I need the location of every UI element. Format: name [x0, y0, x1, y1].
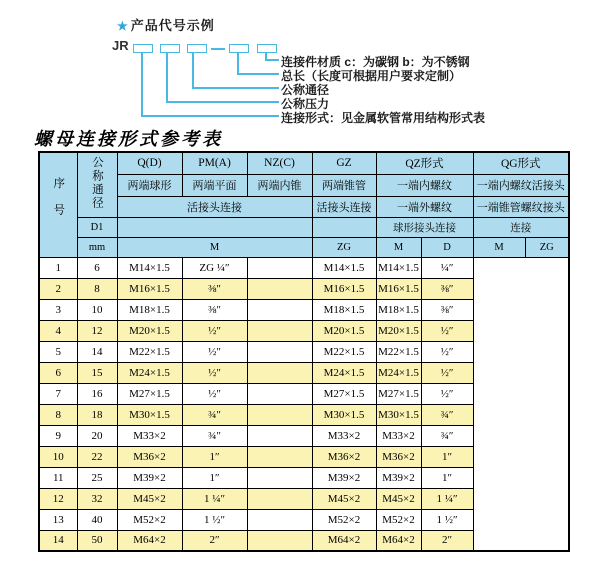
code-box-3 — [187, 44, 207, 53]
cell-qg-m: M33×2 — [376, 425, 421, 446]
cell-qz-m — [247, 404, 312, 425]
cell-gz-zg: ⅜″ — [182, 278, 247, 299]
label-nominal-press: 公称压力 — [281, 97, 330, 111]
cell-dn: 6 — [77, 257, 117, 278]
cell-gz-zg: ⅜″ — [182, 299, 247, 320]
nut-connection-table — [38, 151, 570, 552]
cell-no: 2 — [39, 278, 77, 299]
cell-m: M20×1.5 — [117, 320, 182, 341]
cell-no: 14 — [39, 530, 77, 551]
cell-qz-d: M64×2 — [312, 530, 376, 551]
connector-line — [237, 73, 279, 75]
cell-qz-d: M45×2 — [312, 488, 376, 509]
cell-qz-d: M16×1.5 — [312, 278, 376, 299]
cell-qz-m — [247, 383, 312, 404]
cell-qg-zg: 1″ — [421, 446, 473, 467]
header-qg-zg: ZG — [525, 237, 569, 257]
label-material: 连接件材质 c：为碳钢 b：为不锈钢 — [281, 55, 470, 69]
cell-no: 11 — [39, 467, 77, 488]
cell-qz-m — [247, 341, 312, 362]
cell-gz-zg: ZG ¼″ — [182, 257, 247, 278]
connector-line — [166, 101, 279, 103]
cell-qz-d: M20×1.5 — [312, 320, 376, 341]
cell-m: M24×1.5 — [117, 362, 182, 383]
cell-qz-m — [247, 509, 312, 530]
cell-gz-zg: 1 ½″ — [182, 509, 247, 530]
table-row — [39, 362, 569, 383]
cell-qg-zg: ¼″ — [421, 257, 473, 278]
cell-qg-m: M45×2 — [376, 488, 421, 509]
label-connect-form: 连接形式：见金属软管常用结构形式表 — [281, 111, 486, 125]
header-union-joint: 活接头连接 — [117, 196, 312, 217]
product-code-diagram — [0, 0, 600, 125]
header-qz-form: QZ形式 — [376, 152, 473, 174]
cell-no: 7 — [39, 383, 77, 404]
cell-qg-zg: 1″ — [421, 467, 473, 488]
code-box-2 — [160, 44, 180, 53]
cell-m: M52×2 — [117, 509, 182, 530]
header-seq: 序号 — [39, 152, 77, 257]
table-row — [39, 530, 569, 551]
header-gz-code: GZ — [312, 152, 376, 174]
connector-line — [192, 87, 279, 89]
header-empty-gz — [312, 217, 376, 237]
cell-qz-m — [247, 257, 312, 278]
connector-line — [237, 53, 239, 74]
cell-qz-m — [247, 488, 312, 509]
cell-m: M33×2 — [117, 425, 182, 446]
cell-no: 1 — [39, 257, 77, 278]
cell-dn: 18 — [77, 404, 117, 425]
cell-qz-m — [247, 425, 312, 446]
header-pm-desc: 两端平面 — [182, 174, 247, 196]
cell-qg-zg: ¾″ — [421, 425, 473, 446]
cell-dn: 8 — [77, 278, 117, 299]
header-qg-desc1: 一端内螺纹活接头 — [473, 174, 569, 196]
header-qg-form: QG形式 — [473, 152, 569, 174]
cell-no: 10 — [39, 446, 77, 467]
table-row — [39, 320, 569, 341]
cell-m: M22×1.5 — [117, 341, 182, 362]
header-m-span: M — [117, 237, 312, 257]
cell-m: M14×1.5 — [117, 257, 182, 278]
table-row — [39, 509, 569, 530]
cell-no: 4 — [39, 320, 77, 341]
cell-qz-d: M22×1.5 — [312, 341, 376, 362]
label-nominal-dia: 公称通径 — [281, 83, 330, 97]
table-row — [39, 467, 569, 488]
cell-qg-m: M18×1.5 — [376, 299, 421, 320]
connector-line — [166, 53, 168, 102]
header-nz-code: NZ(C) — [247, 152, 312, 174]
header-q-code: Q(D) — [117, 152, 182, 174]
header-qz-desc1: 一端内螺纹 — [376, 174, 473, 196]
cell-qg-zg: ½″ — [421, 362, 473, 383]
cell-qg-m: M36×2 — [376, 446, 421, 467]
cell-qz-d: M52×2 — [312, 509, 376, 530]
cell-dn: 16 — [77, 383, 117, 404]
cell-gz-zg: ½″ — [182, 320, 247, 341]
table-body — [39, 257, 569, 551]
table-row — [39, 299, 569, 320]
cell-qz-d: M18×1.5 — [312, 299, 376, 320]
cell-dn: 50 — [77, 530, 117, 551]
cell-no: 13 — [39, 509, 77, 530]
header-gz-desc: 两端锥管 — [312, 174, 376, 196]
table-header — [39, 152, 569, 257]
header-nz-desc: 两端内锥 — [247, 174, 312, 196]
cell-qg-zg: 1 ½″ — [421, 509, 473, 530]
cell-no: 9 — [39, 425, 77, 446]
cell-qz-d: M14×1.5 — [312, 257, 376, 278]
cell-qz-d: M24×1.5 — [312, 362, 376, 383]
header-q-desc: 两端球形 — [117, 174, 182, 196]
header-pm-code: PM(A) — [182, 152, 247, 174]
cell-m: M16×1.5 — [117, 278, 182, 299]
cell-gz-zg: ½″ — [182, 362, 247, 383]
cell-qz-m — [247, 299, 312, 320]
label-total-length: 总长（长度可根据用户要求定制） — [281, 69, 462, 83]
code-box-5 — [257, 44, 277, 53]
cell-qg-zg: ½″ — [421, 383, 473, 404]
header-qz-d: D — [421, 237, 473, 257]
diagram-heading — [117, 15, 215, 34]
cell-gz-zg: 2″ — [182, 530, 247, 551]
header-empty-span — [117, 217, 312, 237]
header-d1: D1 — [77, 217, 117, 237]
header-qz-desc3: 球形接头连接 — [376, 217, 473, 237]
table-row — [39, 341, 569, 362]
cell-qg-m: M30×1.5 — [376, 404, 421, 425]
cell-qg-m: M14×1.5 — [376, 257, 421, 278]
cell-gz-zg: ¾″ — [182, 425, 247, 446]
cell-qg-m: M64×2 — [376, 530, 421, 551]
cell-m: M64×2 — [117, 530, 182, 551]
cell-no: 5 — [39, 341, 77, 362]
cell-qg-zg: ¾″ — [421, 404, 473, 425]
cell-qg-zg: ½″ — [421, 341, 473, 362]
code-dash — [211, 48, 225, 50]
table-row — [39, 488, 569, 509]
header-qg-desc3: 连接 — [473, 217, 569, 237]
table-title: 螺母连接形式参考表 — [34, 129, 223, 150]
cell-qg-zg: 2″ — [421, 530, 473, 551]
cell-qz-d: M27×1.5 — [312, 383, 376, 404]
code-box-1 — [133, 44, 153, 53]
cell-qg-zg: ½″ — [421, 320, 473, 341]
header-qg-m: M — [473, 237, 525, 257]
cell-gz-zg: ¾″ — [182, 404, 247, 425]
cell-qg-m: M20×1.5 — [376, 320, 421, 341]
cell-no: 12 — [39, 488, 77, 509]
header-gz-zg: ZG — [312, 237, 376, 257]
cell-qg-m: M27×1.5 — [376, 383, 421, 404]
table-row — [39, 278, 569, 299]
cell-qg-zg: ⅜″ — [421, 299, 473, 320]
table-row — [39, 383, 569, 404]
cell-m: M30×1.5 — [117, 404, 182, 425]
cell-gz-zg: 1 ¼″ — [182, 488, 247, 509]
cell-no: 6 — [39, 362, 77, 383]
cell-dn: 14 — [77, 341, 117, 362]
cell-qz-m — [247, 467, 312, 488]
table-row — [39, 425, 569, 446]
cell-qg-m: M22×1.5 — [376, 341, 421, 362]
cell-m: M36×2 — [117, 446, 182, 467]
cell-qz-m — [247, 362, 312, 383]
cell-gz-zg: 1″ — [182, 446, 247, 467]
header-qg-desc2: 一端锥管螺纹接头 — [473, 196, 569, 217]
cell-qg-m: M39×2 — [376, 467, 421, 488]
cell-qz-m — [247, 530, 312, 551]
cell-dn: 20 — [77, 425, 117, 446]
cell-dn: 32 — [77, 488, 117, 509]
cell-qg-zg: ⅜″ — [421, 278, 473, 299]
connector-line — [192, 53, 194, 88]
cell-qg-zg: 1 ¼″ — [421, 488, 473, 509]
cell-m: M18×1.5 — [117, 299, 182, 320]
table-row — [39, 257, 569, 278]
cell-dn: 10 — [77, 299, 117, 320]
cell-m: M39×2 — [117, 467, 182, 488]
code-box-4 — [229, 44, 249, 53]
cell-gz-zg: 1″ — [182, 467, 247, 488]
header-unit: mm — [77, 237, 117, 257]
cell-dn: 25 — [77, 467, 117, 488]
cell-qz-m — [247, 278, 312, 299]
cell-qg-m: M24×1.5 — [376, 362, 421, 383]
cell-qg-m: M52×2 — [376, 509, 421, 530]
header-qz-desc2: 一端外螺纹 — [376, 196, 473, 217]
cell-qz-m — [247, 320, 312, 341]
cell-gz-zg: ½″ — [182, 341, 247, 362]
cell-no: 8 — [39, 404, 77, 425]
cell-no: 3 — [39, 299, 77, 320]
table-row — [39, 404, 569, 425]
connector-line — [265, 59, 279, 61]
cell-qz-d: M33×2 — [312, 425, 376, 446]
cell-qz-m — [247, 446, 312, 467]
cell-dn: 22 — [77, 446, 117, 467]
cell-dn: 15 — [77, 362, 117, 383]
connector-line — [141, 115, 279, 117]
header-dn: 公称通径 — [77, 152, 117, 217]
cell-m: M45×2 — [117, 488, 182, 509]
cell-qz-d: M30×1.5 — [312, 404, 376, 425]
cell-qz-d: M36×2 — [312, 446, 376, 467]
cell-qg-m: M16×1.5 — [376, 278, 421, 299]
code-prefix: JR — [112, 38, 129, 53]
connector-line — [141, 53, 143, 116]
header-qz-m: M — [376, 237, 421, 257]
cell-gz-zg: ½″ — [182, 383, 247, 404]
table-row — [39, 446, 569, 467]
cell-dn: 12 — [77, 320, 117, 341]
star-icon: ★ — [117, 19, 129, 33]
cell-m: M27×1.5 — [117, 383, 182, 404]
cell-dn: 40 — [77, 509, 117, 530]
cell-qz-d: M39×2 — [312, 467, 376, 488]
diagram-heading-text: 产品代号示例 — [130, 18, 215, 33]
header-gz-union: 活接头连接 — [312, 196, 376, 217]
